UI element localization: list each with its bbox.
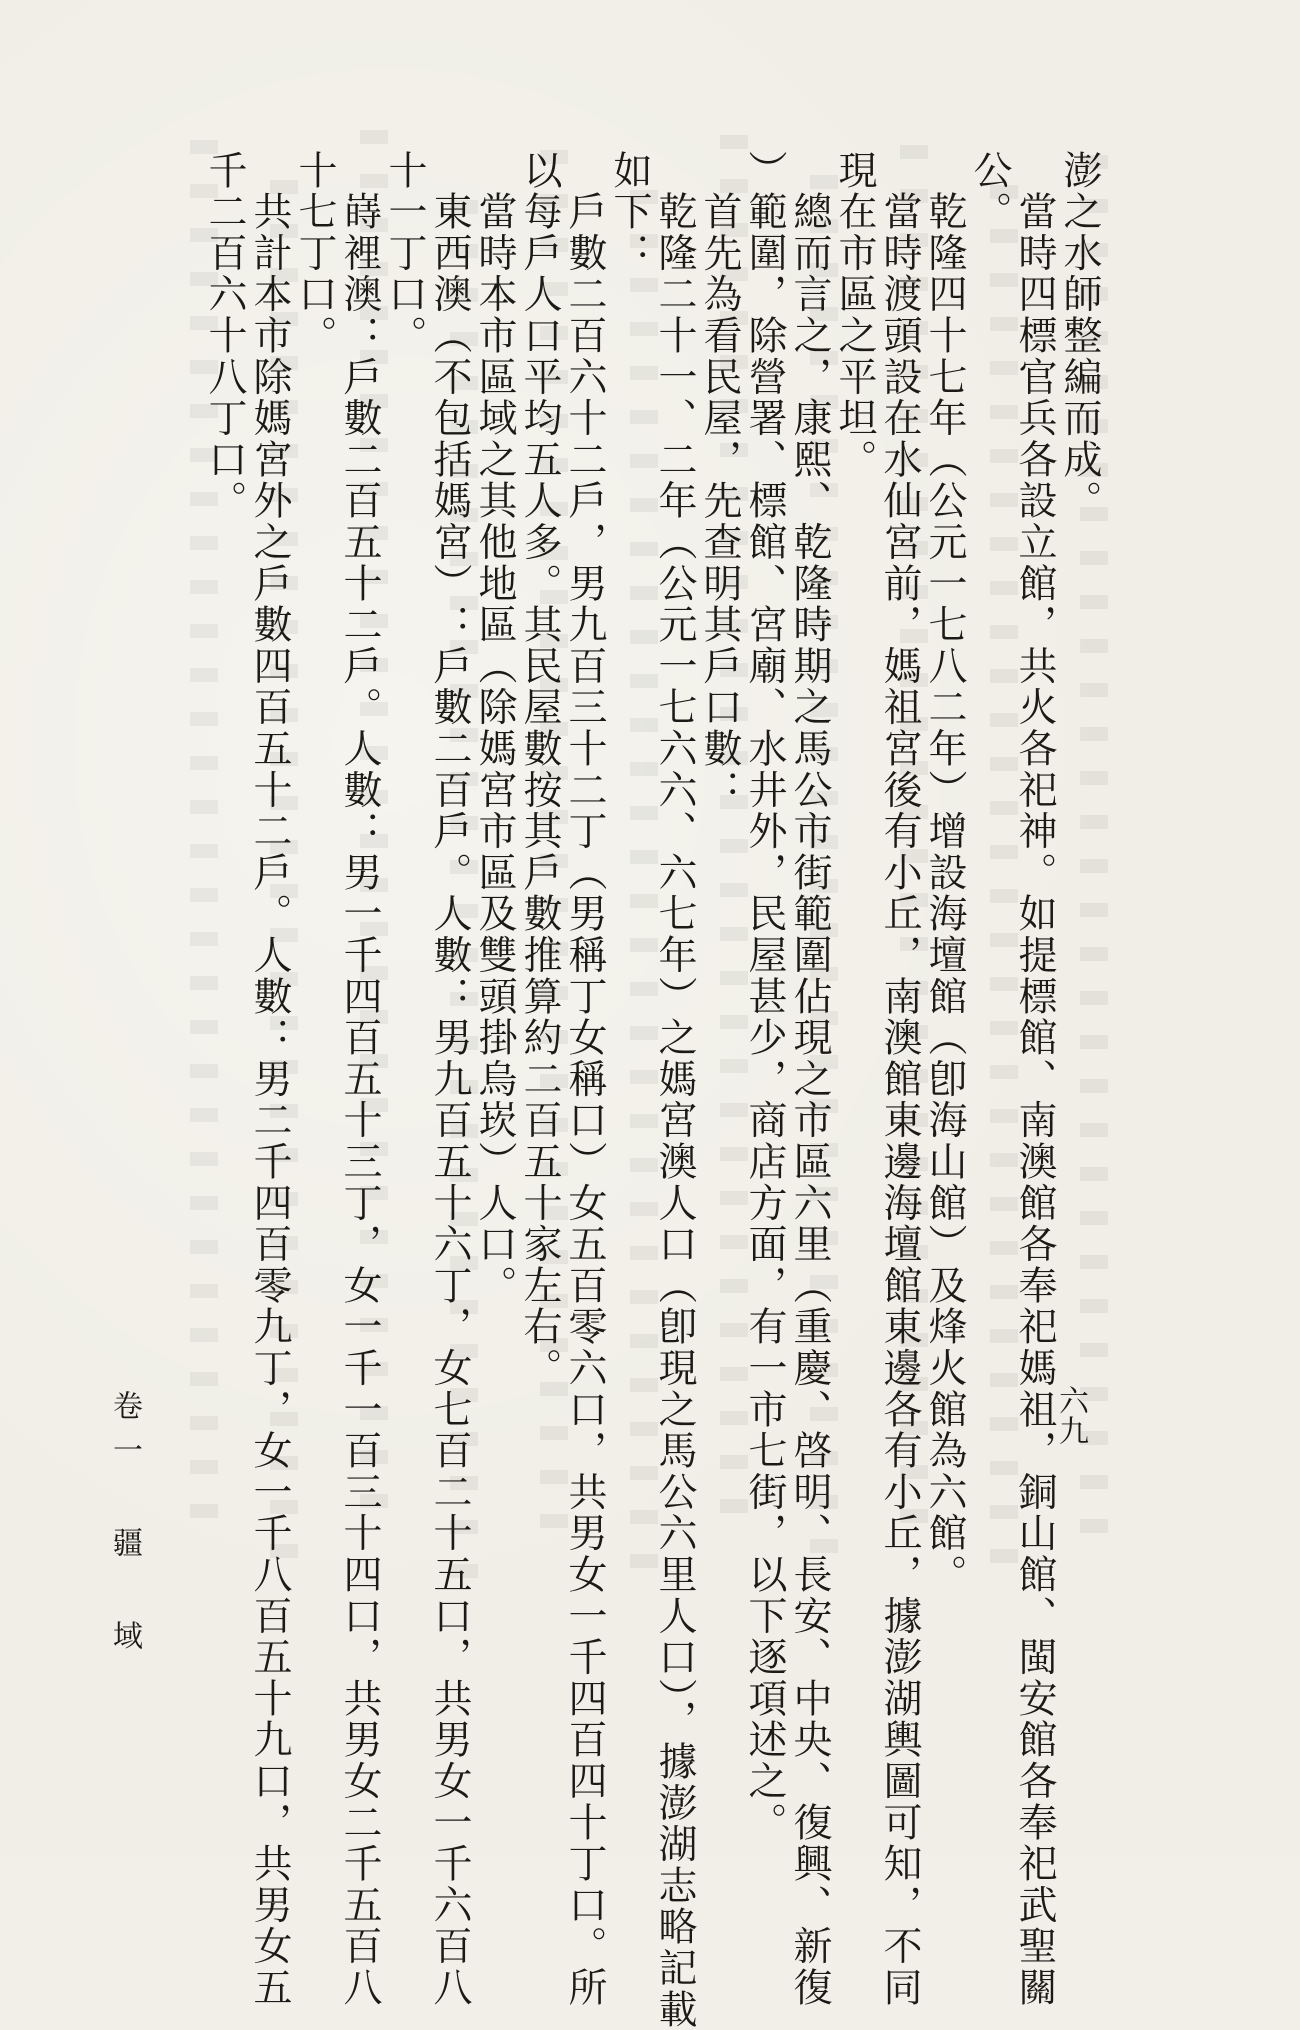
text-column: 公。	[967, 150, 1012, 233]
text-column: ）範圍，除營署、標館、宮廟、水井外，民屋甚少，商店方面，有一市七街，以下逐項述之。	[742, 150, 787, 1844]
text-column: 乾隆二十一、二年（公元一七六六、六七年）之媽宮澳人口（卽現之馬公六里人口），據澎湖志略記載	[652, 150, 697, 2030]
text-column: 當時渡頭設在水仙宮前，媽祖宮後有小丘，南澳館東邊海壇館東邊各有小丘，據澎湖輿圖可知，不同	[877, 150, 922, 2009]
text-column: 總而言之，康熙、乾隆時期之馬公市街範圍佔現之市區六里（重慶、啓明、長安、中央、復興、新復	[787, 150, 832, 2009]
text-column: 十一丁口。	[382, 150, 427, 357]
page-number: 六九	[1053, 1385, 1088, 1445]
text-column: 現在市區之平坦。	[832, 150, 877, 481]
chapter-label: 卷一 疆 域	[107, 1390, 142, 1664]
text-column: 嵵裡澳：戶數二百五十二戶。人數：男一千四百五十三丁，女一千一百三十四口，共男女二千五百八	[337, 150, 382, 2009]
text-column: 十七丁口。	[292, 150, 337, 357]
text-column: 共計本市除媽宮外之戶數四百五十二戶。人數：男二千四百零九丁，女一千八百五十九口，共男女五	[247, 150, 292, 2009]
text-column: 首先為看民屋，先查明其戶口數：	[697, 150, 742, 811]
text-column: 乾隆四十七年（公元一七八二年）增設海壇館（卽海山館）及烽火館為六館。	[922, 150, 967, 1596]
text-column: 當時本市區域之其他地區（除媽宮市區及雙頭掛烏崁）人口。	[472, 150, 517, 1307]
text-column: 如下：	[607, 150, 652, 274]
text-body	[200, 150, 1102, 2030]
text-column: 以每戶人口平均五人多。其民屋數按其戶數推算約二百五十家左右。	[517, 150, 562, 1389]
text-column: 東西澳（不包括媽宮）：戶數二百戶。人數：男九百五十六丁，女七百二十五口，共男女一千六百八	[427, 150, 472, 2009]
text-column: 千二百六十八丁口。	[202, 150, 247, 522]
text-column: 戶數二百六十二戶，男九百三十二丁（男稱丁女稱口）女五百零六口，共男女一千四百四十丁口。所	[562, 150, 607, 2009]
text-column: 當時四標官兵各設立館，共火各祀神。如提標館、南澳館各奉祀媽祖，銅山館、閩安館各奉祀武聖關	[1012, 150, 1057, 2009]
text-column: 澎之水師整編而成。	[1057, 150, 1102, 522]
